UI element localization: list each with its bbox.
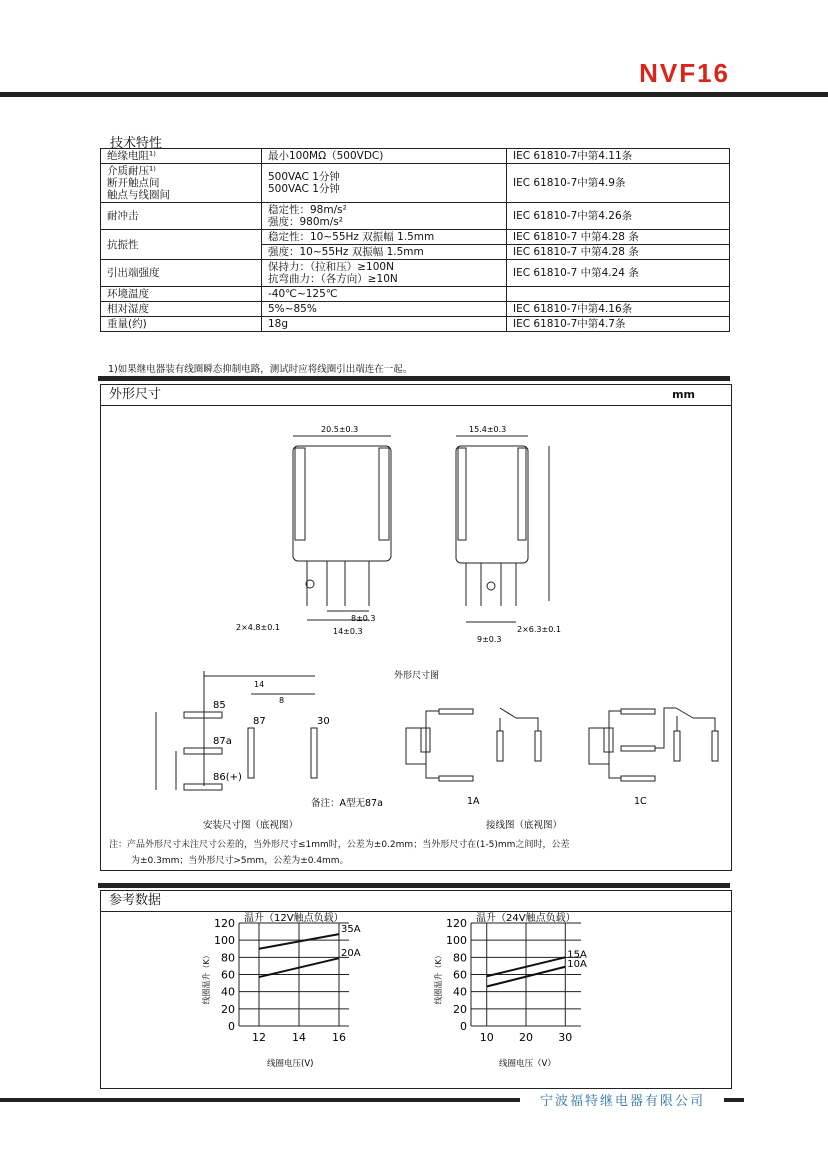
spec-cell: 500VAC 1分钟 500VAC 1分钟	[262, 164, 507, 203]
spec-cell: IEC 61810-7中第4.7条	[507, 317, 730, 332]
temperature-rise-charts	[101, 912, 731, 1088]
y-axis-label: 线圈温升（K）	[202, 951, 211, 1005]
mount-caption: 安装尺寸图（底视图）	[203, 820, 299, 831]
specs-title: 技术特性	[110, 136, 163, 151]
spec-row	[101, 302, 730, 317]
mount-8: 8	[279, 696, 285, 705]
svg-text:0: 0	[460, 1020, 467, 1033]
svg-text:30: 30	[558, 1031, 573, 1044]
tolerance-note-2: 为±0.3mm；当外形尺寸>5mm，公差为±0.4mm。	[131, 856, 349, 866]
spec-cell: 强度：10~55Hz 双振幅 1.5mm	[262, 245, 507, 260]
svg-text:20: 20	[453, 1002, 467, 1016]
chart-title: 温升（24V触点负载）	[476, 913, 576, 924]
company-name: 宁波福特继电器有限公司	[540, 1094, 706, 1109]
svg-text:10: 10	[479, 1031, 494, 1044]
pin-30: 30	[317, 716, 330, 727]
spec-cell: 耐冲击	[101, 203, 262, 230]
spec-cell: 绝缘电阻¹⁾	[101, 149, 262, 164]
x-axis-label: 线圈电压(V)	[267, 1059, 314, 1069]
spec-cell: 稳定性：98m/s² 强度：980m/s²	[262, 203, 507, 230]
svg-text:120: 120	[214, 917, 235, 930]
front-width-dim: 20.5±0.3	[321, 425, 359, 434]
dimension-drawings	[101, 406, 731, 870]
spec-cell: IEC 61810-7中第4.16条	[507, 302, 730, 317]
svg-text:100: 100	[214, 934, 235, 948]
pin-87: 87	[253, 716, 266, 727]
wiring-1a-label: 1A	[467, 796, 480, 807]
pin-width-dim: 2×4.8±0.1	[236, 623, 280, 632]
reference-section	[100, 890, 732, 1089]
unit-label: mm	[672, 388, 695, 401]
svg-text:120: 120	[446, 917, 467, 930]
spec-cell: IEC 61810-7中第4.11条	[507, 149, 730, 164]
spec-row	[101, 287, 730, 302]
spec-row	[101, 149, 730, 164]
tolerance-note-1: 注：产品外形尺寸未注尺寸公差的，当外形尺寸≤1mm时，公差为±0.2mm；当外形尺寸在(1-5)mm之间时，公差	[109, 840, 570, 850]
side-pin-spacing-dim: 9±0.3	[477, 635, 502, 644]
specs-footnote: 1)如果继电器装有线圈瞬态抑制电路，测试时应将线圈引出端连在一起。	[108, 364, 413, 375]
spec-cell: IEC 61810-7 中第4.28 条	[507, 230, 730, 245]
spec-row	[101, 317, 730, 332]
pin-86: 86(+)	[213, 772, 242, 783]
specs-table	[100, 148, 730, 332]
spec-cell: 介质耐压¹⁾ 断开触点间 触点与线圈间	[101, 164, 262, 203]
spec-cell: 18g	[262, 317, 507, 332]
spec-cell	[507, 287, 730, 302]
svg-text:0: 0	[228, 1020, 235, 1033]
outline-label: 外形尺寸图	[394, 671, 440, 681]
pin-85: 85	[213, 700, 226, 711]
footer-rule-right	[724, 1098, 744, 1102]
svg-text:15A: 15A	[567, 949, 587, 961]
model-title: NVF16	[639, 58, 730, 88]
svg-text:100: 100	[446, 934, 467, 948]
spec-cell: 5%~85%	[262, 302, 507, 317]
svg-text:35A: 35A	[341, 924, 361, 936]
spec-cell: IEC 61810-7 中第4.24 条	[507, 260, 730, 287]
spec-row	[101, 230, 730, 245]
svg-text:20A: 20A	[341, 948, 361, 960]
svg-text:40: 40	[453, 985, 467, 999]
dimensions-header	[101, 385, 731, 406]
spec-cell: 引出端强度	[101, 260, 262, 287]
header-rule	[0, 92, 828, 97]
spec-row	[101, 260, 730, 287]
svg-text:60: 60	[453, 968, 467, 982]
pin-87a: 87a	[213, 736, 232, 747]
spec-row	[101, 164, 730, 203]
spec-cell: 最小100MΩ（500VDC)	[262, 149, 507, 164]
svg-text:16: 16	[332, 1031, 346, 1044]
svg-text:20: 20	[221, 1002, 235, 1016]
mount-14: 14	[254, 680, 265, 689]
section-rule-2	[98, 883, 730, 888]
dimensions-section	[100, 384, 732, 871]
svg-text:20: 20	[519, 1031, 533, 1044]
pin-spacing-14-dim: 14±0.3	[333, 627, 363, 636]
mount-note: 备注：A型无87a	[311, 798, 383, 809]
wiring-1c-label: 1C	[634, 796, 647, 807]
svg-text:80: 80	[221, 951, 235, 965]
dimensions-title: 外形尺寸	[109, 387, 162, 402]
reference-header	[101, 891, 731, 912]
spec-cell: 保持力：（拉和压）≥100N 抗弯曲力：（各方向）≥10N	[262, 260, 507, 287]
side-width-dim: 15.4±0.3	[469, 425, 507, 434]
svg-text:60: 60	[221, 968, 235, 982]
spec-cell: 重量(约)	[101, 317, 262, 332]
spec-cell: IEC 61810-7中第4.26条	[507, 203, 730, 230]
svg-text:80: 80	[453, 951, 467, 965]
pin-spacing-8-dim: 8±0.3	[351, 614, 376, 623]
spec-cell: -40℃~125℃	[262, 287, 507, 302]
y-axis-label: 线圈温升（K）	[434, 951, 443, 1005]
spec-cell: 抗振性	[101, 230, 262, 260]
spec-row	[101, 203, 730, 230]
spec-cell: 稳定性：10~55Hz 双振幅 1.5mm	[262, 230, 507, 245]
spec-cell: IEC 61810-7中第4.9条	[507, 164, 730, 203]
svg-text:40: 40	[221, 985, 235, 999]
side-pin-width-dim: 2×6.3±0.1	[517, 625, 561, 634]
svg-text:10A: 10A	[567, 958, 587, 970]
chart-title: 温升（12V触点负载）	[244, 913, 344, 924]
spec-cell: IEC 61810-7 中第4.28 条	[507, 245, 730, 260]
x-axis-label: 线圈电压（V）	[499, 1059, 556, 1069]
svg-text:12: 12	[252, 1031, 266, 1044]
reference-title: 参考数据	[109, 893, 162, 908]
svg-text:14: 14	[292, 1031, 306, 1044]
section-rule	[98, 376, 730, 381]
spec-cell: 相对湿度	[101, 302, 262, 317]
spec-cell: 环境温度	[101, 287, 262, 302]
footer-rule-left	[0, 1098, 520, 1102]
wiring-caption: 接线图（底视图）	[486, 820, 563, 831]
